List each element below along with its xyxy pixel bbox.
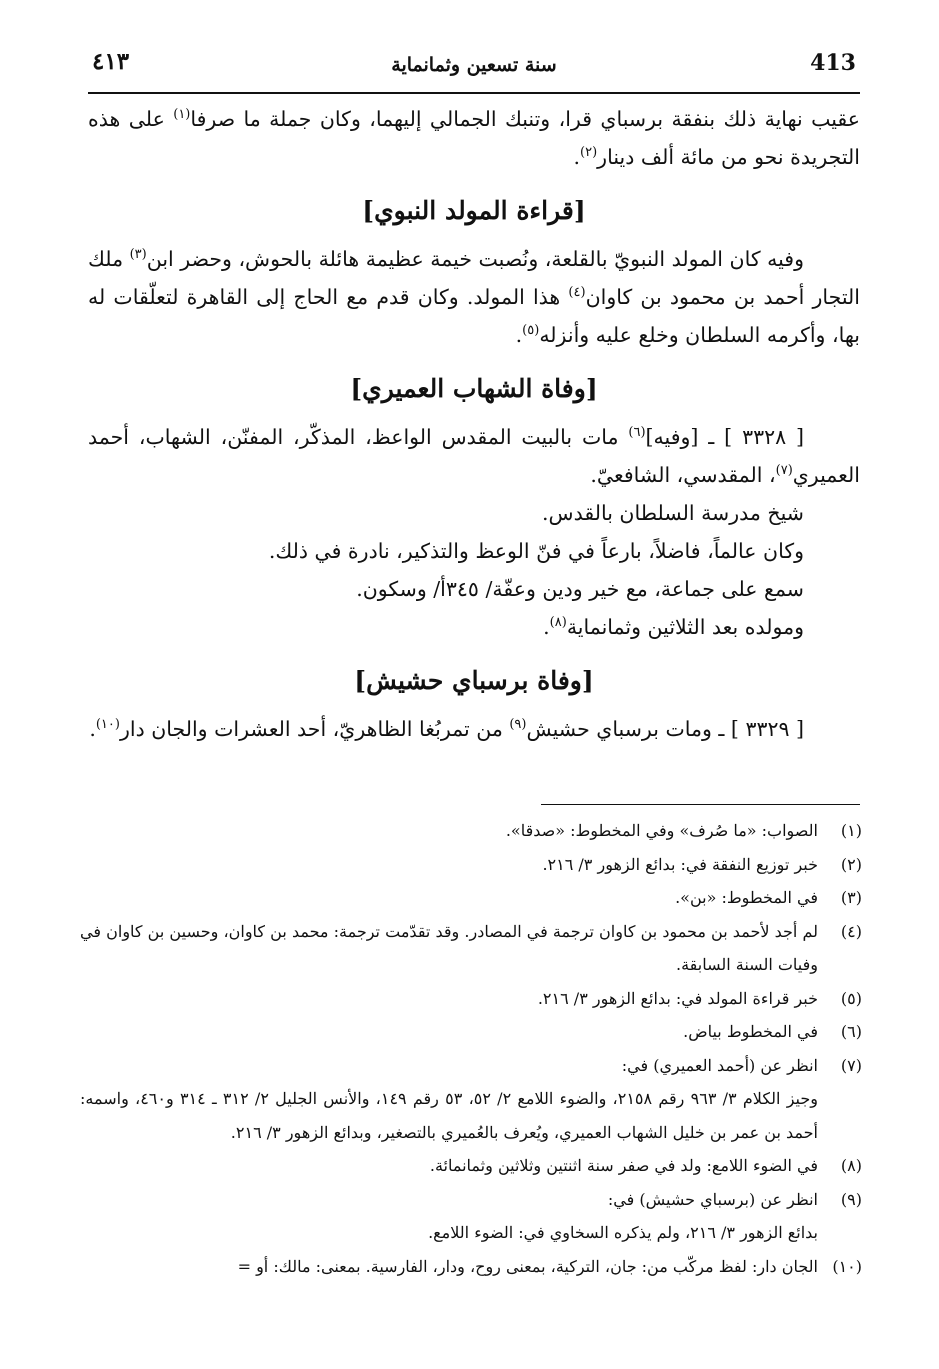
footnote-9 [80, 1183, 862, 1217]
footnote-number: (٣) [840, 888, 862, 907]
text-run: ، المقدسي، الشافعيّ. [590, 463, 776, 487]
footnote-number: (٦) [840, 1022, 862, 1041]
footnote-text: لم أجد لأحمد بن محمود بن كاوان ترجمة في المصادر. وقد تقدّمت ترجمة: محمد بن كاوان، وحسين بن كاوان في وفيات السنة السابقة. [80, 921, 818, 974]
main-text [88, 100, 860, 748]
text-run: عقيب نهاية ذلك بنفقة برسباي قرا، وتنبك الجمالي إليهما، وكان جملة ما صرفا [190, 107, 861, 131]
page-header [88, 44, 860, 94]
text-run: هذا المولد. وكان قدم مع الحاج إلى القاهرة لتعلّقات له بها، وأكرمه السلطان وخلع عليه وأنزله [88, 285, 860, 347]
text-run: . [515, 323, 523, 347]
footnote-2 [80, 848, 862, 882]
entry-3329 [88, 710, 860, 748]
biography-line: شيخ مدرسة السلطان بالقدس. [542, 501, 804, 525]
footnote-number: (١) [840, 821, 862, 840]
page-number-arabic: ٤١٣ [92, 48, 130, 75]
footnote-number: (٥) [840, 988, 862, 1008]
text-run: من تمربُغا الظاهريّ، أحد العشرات والجان دار [119, 717, 510, 741]
footnote-number: (٤) [840, 921, 862, 941]
footnote-text: في المخطوط: «بن». [675, 888, 818, 907]
text-run: [ ٣٣٢٩ ] ـ ومات برسباي حشيش [526, 717, 804, 741]
footnote-text: خبر قراءة المولد في: بدائع الزهور ٣/ ٢١٦. [537, 988, 818, 1008]
footnote-number: (١٠) [832, 1256, 862, 1276]
footnote-10 [80, 1250, 862, 1284]
footnote-number: (٨) [840, 1156, 862, 1175]
footnote-ref-6[interactable]: (٦) [628, 425, 646, 441]
text-run: . [543, 615, 550, 639]
biography-line: وكان عالماً، فاضلاً، بارعاً في فنّ الوعظ والتذكير، نادرة في ذلك. [268, 539, 804, 563]
paragraph-opening [88, 100, 860, 176]
footnote-4 [80, 915, 862, 982]
footnote-number: (٢) [840, 854, 862, 874]
footnote-ref-8[interactable]: (٨) [549, 615, 567, 631]
text-run: . [573, 145, 581, 169]
text-run: [ ٣٣٢٨ ] ـ [وفيه] [645, 425, 804, 449]
footnote-7 [80, 1049, 862, 1083]
footnote-separator [541, 804, 860, 805]
footnote-ref-3[interactable]: (٣) [129, 247, 147, 263]
footnote-7-continuation: وجيز الكلام ٣/ ٩٦٣ رقم ٢١٥٨، والضوء اللامع ٢/ ٥٢، ٥٣ رقم ١٤٩، والأنس الجليل ٢/ ٣١٢ ـ ٣١٤ و٤٦٠، واسمه: أحمد بن عمر بن خليل الشهاب العميري، ويُعرف بالعُميري بالتصغير، وبدائع الزهور ٣/ ٢١٦. [80, 1089, 819, 1142]
footnote-ref-2[interactable]: (٢) [580, 145, 598, 161]
footnote-text: الجان دار: لفظ مركّب من: جان، التركية، بمعنى روح، ودار، الفارسية. بمعنى: مالك: أو = [237, 1256, 818, 1276]
footnotes [80, 814, 862, 1283]
entry-3328 [88, 418, 860, 494]
footnote-ref-10[interactable]: (١٠) [95, 717, 120, 733]
footnote-text: خبر توزيع النفقة في: بدائع الزهور ٣/ ٢١٦. [542, 854, 818, 874]
section-heading-mawlid: [قراءة المولد النبوي] [362, 196, 586, 225]
footnote-ref-5[interactable]: (٥) [522, 323, 540, 339]
text-run: مات بالبيت المقدس الواعظ، المذكّر، المفنّن، الشهاب، أحمد العميري [88, 425, 860, 487]
footnote-text: في الضوء اللامع: ولد في صفر سنة اثنتين وثلاثين وثمانمائة. [429, 1156, 818, 1175]
text-run: وفيه كان المولد النبويّ بالقلعة، ونُصبت خيمة عظيمة هائلة بالحوش، وحضر ابن [146, 247, 804, 271]
text-run: . [89, 717, 96, 741]
footnote-5 [80, 982, 862, 1016]
footnote-3 [80, 881, 862, 915]
footnote-ref-7[interactable]: (٧) [775, 463, 793, 479]
footnote-6 [80, 1015, 862, 1049]
biography-line [88, 608, 804, 646]
footnote-text: انظر عن (أحمد العميري) في: [621, 1055, 818, 1075]
running-title: سنة تسعين وثمانماية [391, 54, 557, 76]
section-heading-umayri: [وفاة الشهاب العميري] [350, 374, 598, 403]
text-run: ملك التجار أحمد بن محمود بن كاوان [88, 247, 860, 309]
section-heading-barsbay: [وفاة برسباي حشيش] [354, 666, 594, 695]
footnote-text: انظر عن (برسباي حشيش) في: [607, 1189, 818, 1209]
footnote-9-continuation: بدائع الزهور ٣/ ٢١٦، ولم يذكره السخاوي في: الضوء اللامع. [428, 1223, 818, 1242]
biography-line: سمع على جماعة، مع خير ودين وعفّة/ ٣٤٥أ/ وسكون. [356, 577, 804, 601]
footnote-ref-9[interactable]: (٩) [509, 717, 527, 733]
footnote-ref-4[interactable]: (٤) [568, 285, 586, 301]
page-number-latin: 413 [810, 50, 856, 76]
footnote-number: (٩) [840, 1189, 862, 1209]
footnote-text: الصواب: «ما صُرف» وفي المخطوط: «صدقا». [505, 821, 818, 840]
footnote-text: في المخطوط بياض. [683, 1022, 818, 1041]
text-run: ومولده بعد الثلاثين وثمانماية [566, 615, 804, 639]
footnote-number: (٧) [840, 1055, 862, 1075]
paragraph-mawlid [88, 240, 860, 354]
footnote-1 [80, 814, 862, 848]
footnote-ref-1[interactable]: (١) [173, 107, 191, 123]
footnote-8 [80, 1149, 862, 1183]
text-run: على هذه التجريدة نحو من مائة ألف دينار [88, 107, 860, 169]
